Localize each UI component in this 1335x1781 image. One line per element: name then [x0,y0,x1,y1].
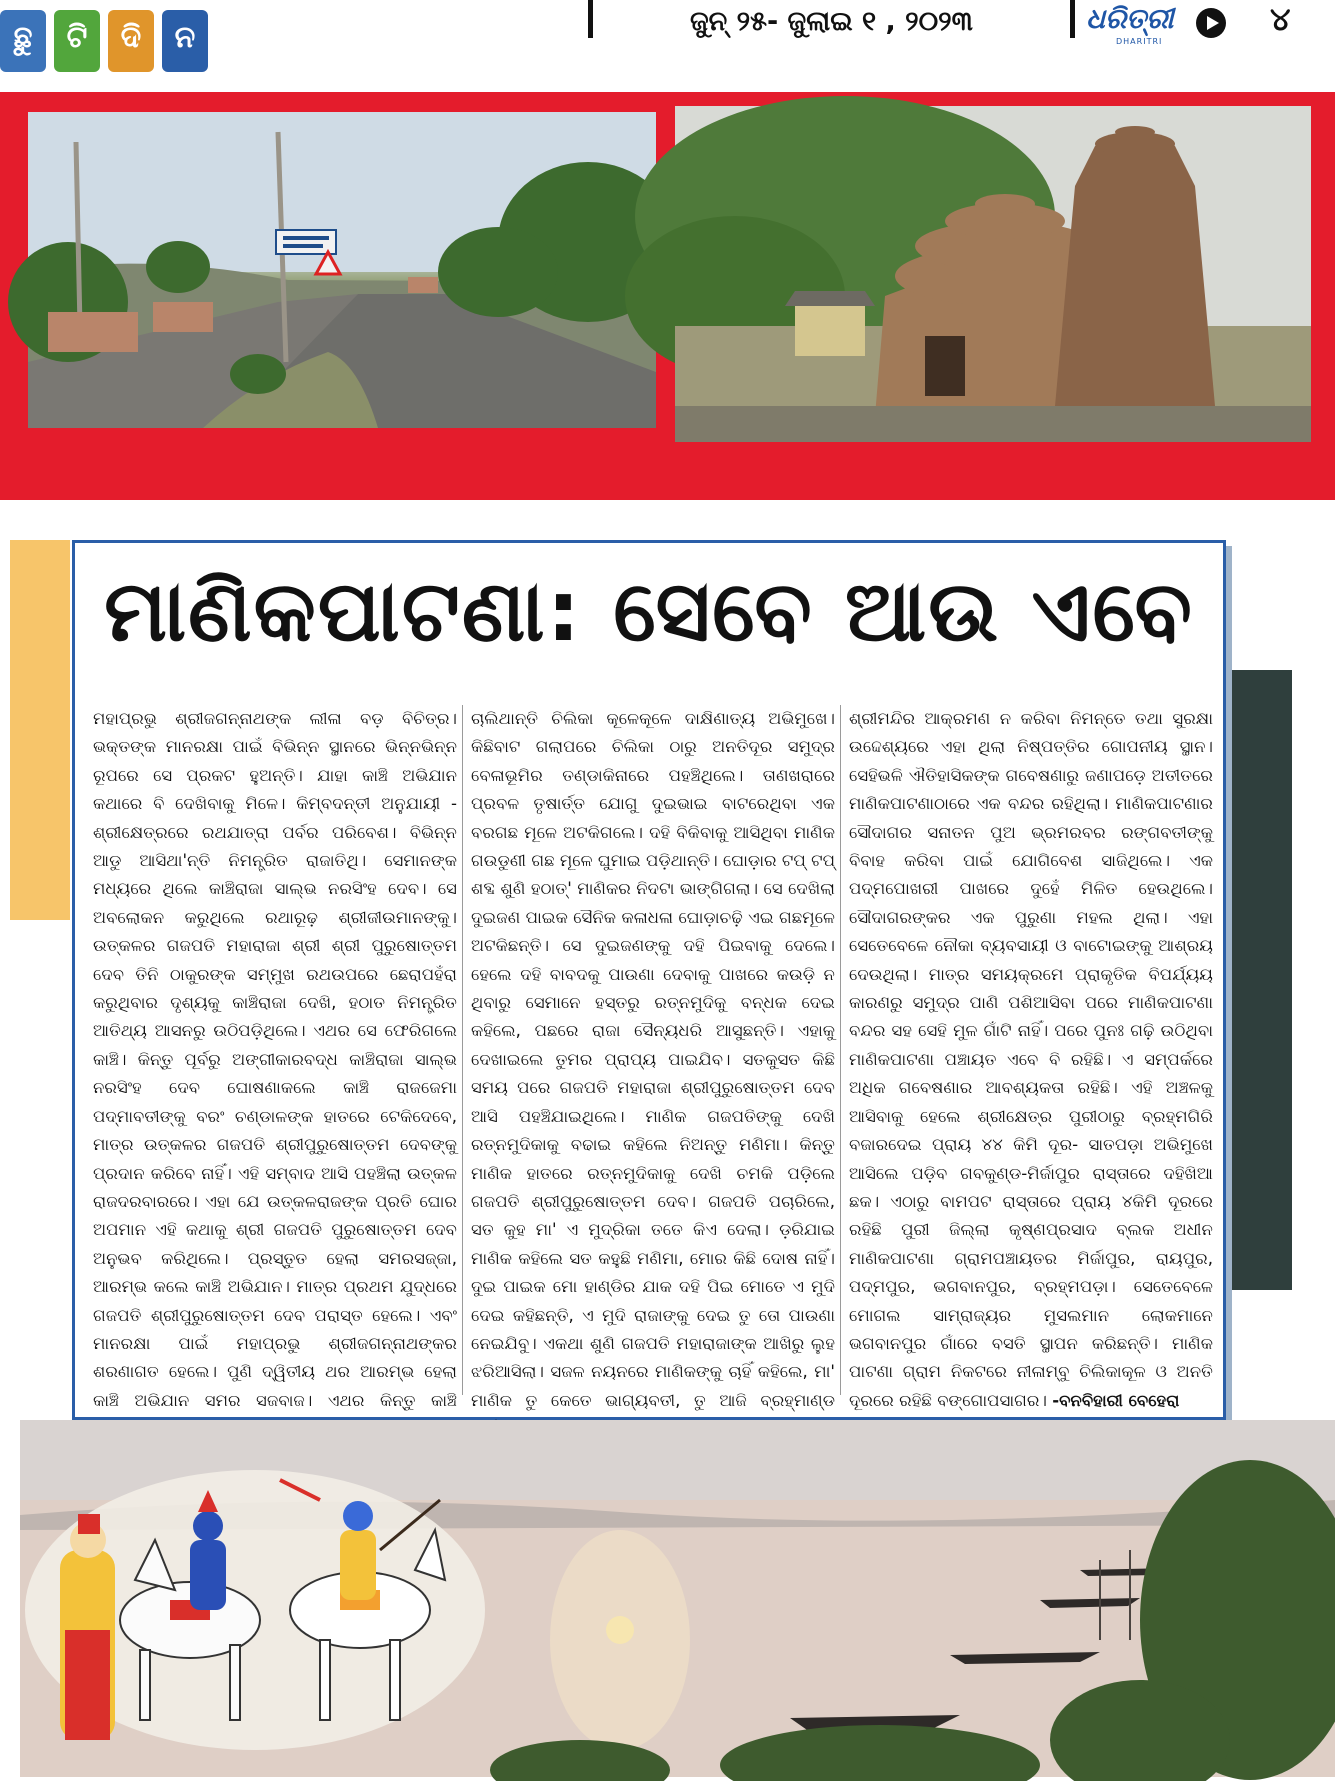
masthead [0,0,1335,92]
column-divider [462,705,463,1395]
article-box [72,540,1226,1420]
header-divider [1070,0,1075,38]
column-divider [840,705,841,1395]
article-column [849,705,1213,1410]
section-letter-tile [108,10,154,72]
brand-name: ଧରିତ୍ରୀ [1086,2,1174,35]
road-scene [28,112,656,428]
section-letter: ନ [174,20,196,55]
article-column [93,705,457,1410]
page-number: ୪ [1270,0,1291,38]
play-icon[interactable] [1196,8,1226,38]
temple-scene [675,106,1311,442]
section-letter: ଛୁ [13,20,33,55]
section-letter-tile [54,10,100,72]
issue-date: ଜୁନ୍ ୨୫- ଜୁଲାଇ ୧ , ୨୦୨୩ [690,6,973,37]
photo-band [0,92,1335,500]
section-letter: ଦି [120,20,142,55]
brand-subtitle: DHARITRI [1116,37,1163,46]
pattachitra-painting [20,1460,490,1750]
header-divider [588,0,593,38]
article-text: ଶ୍ରୀମନ୍ଦିର ଆକ୍ରମଣ ନ କରିବା ନିମନ୍ତେ ତଥା ସୁରକ୍ଷା ଉଦ୍ଦେଶ୍ୟରେ ଏହା ଥିଲା ନିଷ୍ପତ୍ତିର ଗୋପନୀୟ ସ୍ଥାନ। ସେହିଭଳି ଐତିହାସିକଙ୍କ ଗବେଷଣାରୁ ଜଣାପଡ଼େ ଅତୀତରେ ମାଣିକପାଟଣାଠାରେ ଏକ ବନ୍ଦର ରହିଥିଲା। ମାଣିକପାଟଣାର ସୌଦାଗର ସନାତନ ପୁଅ ଭ୍ରମରବର ରଙ୍ଗବତୀଙ୍କୁ ବିବାହ କରିବା ପାଇଁ ଯୋଗିବେଶ ସାଜିଥିଲେ। ଏକ ପଦ୍ମପୋଖରୀ ପାଖରେ ଦୁହେଁ ମିଳିତ ହେଉଥିଲେ। ସୌଦାଗରଙ୍କର ଏକ ପୁରୁଣା ମହଲ ଥିଲା। ଏହା ସେତେବେଳେ ନୌକା ବ୍ୟବସାୟୀ ଓ ବାଟୋଇଙ୍କୁ ଆଶ୍ରୟ ଦେଉଥିଲା। ମାତ୍ର ସମୟକ୍ରମେ ପ୍ରାକୃତିକ ବିପର୍ଯ୍ୟୟ କାରଣରୁ ସମୁଦ୍ର ପାଣି ପଶିଆସିବା ପରେ ମାଣିକପାଟଣା ବନ୍ଦର ସହ ସେହି ମୁଳ ଗାଁଟି ନାହିଁ। ପରେ ପୁନଃ ଗଢ଼ି ଉଠିଥିବା ମାଣିକପାଟଣା ପଞ୍ଚାୟତ ଏବେ ବି ରହିଛି। ଏ ସମ୍ପର୍କରେ ଅଧିକ ଗବେଷଣାର ଆବଶ୍ୟକତା ରହିଛି। ଏହି ଅଞ୍ଚଳକୁ ଆସିବାକୁ ହେଲେ ଶ୍ରୀକ୍ଷେତ୍ର ପୁରୀଠାରୁ ବ୍ରହ୍ମଗିରି ବଜାରଦେଇ ପ୍ରାୟ ୪୪ କିମି ଦୂର- ସାତପଡ଼ା ଅଭିମୁଖେ ଆସିଲେ ପଡ଼ିବ ଗବକୁଣ୍ଡ-ମିର୍ଜାପୁର ରାସ୍ତାରେ ଦହିଖିଆ ଛକ। ଏଠାରୁ ବାମପଟ ରାସ୍ତାରେ ପ୍ରାୟ ୪କିମି ଦୂରରେ ରହିଛି ପୁରୀ ଜିଲ୍ଲା କୃଷ୍ଣପ୍ରସାଦ ବ୍ଲକ ଅଧୀନ ମାଣିକପାଟଣା ଗ୍ରାମପଞ୍ଚାୟତର ମିର୍ଜାପୁର, ରାୟପୁର, ପଦ୍ମପୁର, ଭଗବାନପୁର, ବ୍ରହ୍ମପଡ଼ା। ସେତେବେଳେ ମୋଗଲ ସାମ୍ରାଜ୍ୟର ମୁସଲମାନ ଲୋକମାନେ ଭଗବାନପୁର ଗାଁରେ ବସତି ସ୍ଥାପନ କରିଛନ୍ତି। ମାଣିକ ପାଟଣା ଗ୍ରାମ ନିକଟରେ ନୀଳାମ୍ବୁ ଚିଲିକାକୂଳ ଓ ଅନତି ଦୂରରେ ରହିଛି ବଙ୍ଗୋପସାଗର। [849,709,1213,1410]
article-headline: ମାଣିକପାଟଣା: ସେବେ ଆଉ ଏବେ [104,562,1194,660]
article-column [471,705,835,1410]
accent-bar [1226,670,1292,1290]
painting-art [20,1460,490,1750]
article-text: ଚାଲିଥାନ୍ତି ଚିଲିକା କୂଳେକୂଳେ ଦାକ୍ଷିଣାତ୍ୟ ଅଭିମୁଖେ। କିଛିବାଟ ଗଲାପରେ ଚିଲିକା ଠାରୁ ଅନତିଦୂର ସମୁଦ୍ର ବେଳାଭୂମିର ତଣ୍ଡାକିନାରେ ପହଞ୍ଚିଥିଲେ। ତାଣଖରାରେ ପ୍ରବଳ ତୃଷାର୍ତ୍ତ ଯୋଗୁ ଦୁଇଭାଇ ବାଟରେଥିବା ଏକ ବରଗଛ ମୂଳେ ଅଟକିଗଲେ। ଦହି ବିକିବାକୁ ଆସିଥିବା ମାଣିକ ଗଉଡୁଣୀ ଗଛ ମୂଳେ ଘୁମାଇ ପଡ଼ିଥାନ୍ତି। ଘୋଡ଼ାର ଟପ୍ ଟପ୍ ଶବ୍ଦ ଶୁଣି ହଠାତ୍' ମାଣିକର ନିଦଟା ଭାଙ୍ଗିଗଲା। ସେ ଦେଖିଲା ଦୁଇଜଣ ପାଇକ ସୈନିକ କଳାଧଳା ଘୋଡ଼ାଚଢ଼ି ଏଇ ଗଛମୂଳେ ଅଟକିଛନ୍ତି। ସେ ଦୁଇଜଣଙ୍କୁ ଦହି ପିଇବାକୁ ଦେଲେ। ହେଲେ ଦହି ବାବଦକୁ ପାଉଣା ଦେବାକୁ ପାଖରେ କଉଡ଼ି ନ ଥିବାରୁ ସେମାନେ ହସ୍ତରୁ ରତ୍ନମୁଦିକୁ ବନ୍ଧକ ଦେଇ କହିଲେ, ପଛରେ ରାଜା ସୈନ୍ୟଧରି ଆସୁଛନ୍ତି। ଏହାକୁ ଦେଖାଇଲେ ତୁମର ପ୍ରାପ୍ୟ ପାଇଯିବ। ସତକୁସତ କିଛି ସମୟ ପରେ ଗଜପତି ମହାରାଜା ଶ୍ରୀପୁରୁଷୋତ୍ତମ ଦେବ ଆସି ପହଞ୍ଚିଯାଇଥିଲେ। ମାଣିକ ଗଜପତିଙ୍କୁ ଦେଖି ରତ୍ନମୁଦିକାକୁ ବଢାଇ କହିଲେ ନିଅନ୍ତୁ ମଣିମା। କିନ୍ତୁ ମାଣିକ ହାତରେ ରତ୍ନମୁଦିକାକୁ ଦେଖି ଚମକି ପଡ଼ିଲେ ଗଜପତି ଶ୍ରୀପୁରୁଷୋତ୍ତମ ଦେବ। ଗଜପତି ପଚାରିଲେ, ସତ କୁହ ମା' ଏ ମୁଦ୍ରିକା ତତେ କିଏ ଦେଲା। ଡ଼ରିଯାଇ ମାଣିକ କହିଲେ ସତ କହୁଛି ମଣିମା, ମୋର କିଛି ଦୋଷ ନାହିଁ। ଦୁଇ ପାଇକ ମୋ ହାଣ୍ଡିର ଯାକ ଦହି ପିଇ ମୋତେ ଏ ମୁଦି ଦେଇ କହିଛନ୍ତି, ଏ ମୁଦି ରାଜାଙ୍କୁ ଦେଇ ତୁ ତୋ ପାଉଣା ନେଇଯିବୁ। ଏକଥା ଶୁଣି ଗଜପତି ମହାରାଜାଙ୍କ ଆଖିରୁ ଲୁହ ଝରିଆସିଲା। ସଜଳ ନୟନରେ ମାଣିକଙ୍କୁ ଚାହିଁ କହିଲେ, ମା' ମାଣିକ ତୁ କେତେ ଭାଗ୍ୟବତୀ, ତୁ ଆଜି ବ୍ରହ୍ମାଣ୍ଡ [471,709,835,1410]
section-letter: ଟି [66,20,88,55]
brand-logo[interactable] [1086,2,1186,48]
temple-photo [675,106,1311,442]
road-photo [28,112,656,428]
section-letter-tile [162,10,208,72]
article-byline: -ବନବିହାରୀ ବେହେରା [1052,1390,1180,1410]
article-text: ମହାପ୍ରଭୁ ଶ୍ରୀଜଗନ୍ନାଥଙ୍କ ଲୀଳା ବଡ଼ ବିଚିତ୍ର। ଭକ୍ତଙ୍କ ମାନରକ୍ଷା ପାଇଁ ବିଭିନ୍ନ ସ୍ଥାନରେ ଭିନ୍ନଭିନ୍ନ ରୂପରେ ସେ ପ୍ରକଟ ହୁଅନ୍ତି। ଯାହା କାଞ୍ଚି ଅଭିଯାନ କଥାରେ ବି ଦେଖିବାକୁ ମିଳେ। କିମ୍ବଦନ୍ତୀ ଅନୁଯାୟୀ - ଶ୍ରୀକ୍ଷେତ୍ରରେ ରଥଯାତ୍ରା ପର୍ବର ପରିବେଶ। ବିଭିନ୍ନ ଆଡୁ ଆସିଥା'ନ୍ତି ନିମନ୍ତ୍ରିତ ରାଜାତିଥି। ସେମାନଙ୍କ ମଧ୍ୟରେ ଥିଲେ କାଞ୍ଚିରାଜା ସାଲ୍ଭ ନରସିଂହ ଦେବ। ସେ ଅବଲୋକନ କରୁଥିଲେ ରଥାରୂଢ଼ ଶ୍ରୀଜୀଉମାନଙ୍କୁ। ଉତ୍କଳର ଗଜପତି ମହାରାଜା ଶ୍ରୀ ଶ୍ରୀ ପୁରୁଷୋତ୍ତମ ଦେବ ତିନି ଠାକୁରଙ୍କ ସମ୍ମୁଖ ରଥଉପରେ ଛେରାପହଁରା କରୁଥିବାର ଦୃଶ୍ୟକୁ କାଞ୍ଚିରାଜା ଦେଖି, ହଠାତ ନିମନ୍ତ୍ରିତ ଆତିଥ୍ୟ ଆସନରୁ ଉଠିପଡ଼ିଥିଲେ। ଏଥର ସେ ଫେରିଗଲେ କାଞ୍ଚି। କିନ୍ତୁ ପୂର୍ବରୁ ଅଙ୍ଗୀକାରବଦ୍ଧ କାଞ୍ଚିରାଜା ସାଲ୍ଭ ନରସିଂହ ଦେବ ଘୋଷଣାକଲେ କାଞ୍ଚି ରାଜଜେମା ପଦ୍ମାବତୀଙ୍କୁ ବରଂ ଚଣ୍ଡାଳଙ୍କ ହାତରେ ଟେକିଦେବେ, ମାତ୍ର ଉତ୍କଳର ଗଜପତି ଶ୍ରୀପୁରୁଷୋତ୍ତମ ଦେବଙ୍କୁ ପ୍ରଦାନ କରିବେ ନାହିଁ। ଏହି ସମ୍ବାଦ ଆସି ପହଞ୍ଚିଲା ଉତ୍କଳ ରାଜଦରବାରରେ। ଏହା ଯେ ଉତ୍କଳରାଜଙ୍କ ପ୍ରତି ଘୋର ଅପମାନ ଏହି କଥାକୁ ଶ୍ରୀ ଗଜପତି ପୁରୁଷୋତ୍ତମ ଦେବ ଅନୁଭବ କରିଥିଲେ। ପ୍ରସ୍ତୁତ ହେଲା ସମରସଜ୍ଜା, ଆରମ୍ଭ କଲେ କାଞ୍ଚି ଅଭିଯାନ। ମାତ୍ର ପ୍ରଥମ ଯୁଦ୍ଧରେ ଗଜପତି ଶ୍ରୀପୁରୁଷୋତ୍ତମ ଦେବ ପରାସ୍ତ ହେଲେ। ଏବଂ ମାନରକ୍ଷା ପାଇଁ ମହାପ୍ରଭୁ ଶ୍ରୀଜଗନ୍ନାଥଙ୍କର ଶରଣାଗତ ହେଲେ। ପୁଣି ଦ୍ୱିତୀୟ ଥର ଆରମ୍ଭ ହେଲା କାଞ୍ଚି ଅଭିଯାନ ସମର ସଜବାଜ। ଏଥର କିନ୍ତୁ କାଞ୍ଚି [93,709,457,1410]
section-letter-tile [0,10,46,72]
accent-bar [10,540,70,920]
